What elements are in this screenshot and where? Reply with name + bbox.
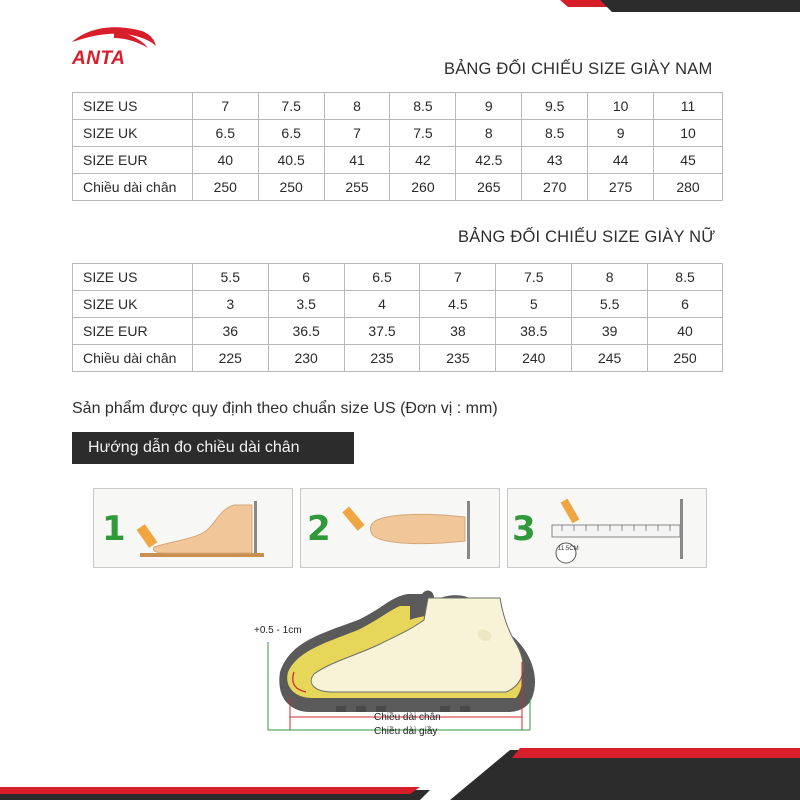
table-cell: 255 <box>324 174 390 201</box>
tolerance-label: +0.5 - 1cm <box>254 625 302 636</box>
table-cell: 7.5 <box>390 120 456 147</box>
table-cell: 10 <box>654 120 723 147</box>
table-cell: 235 <box>344 345 420 372</box>
table-cell: 6 <box>268 264 344 291</box>
table-cell: 39 <box>572 318 648 345</box>
table-cell: 3 <box>192 291 268 318</box>
step-3-panel <box>507 488 707 568</box>
table-cell: 275 <box>588 174 654 201</box>
table-cell: 11 <box>654 93 723 120</box>
table-cell: 250 <box>648 345 723 372</box>
foot-top-pencil-icon <box>339 497 497 563</box>
table-cell: 5 <box>496 291 572 318</box>
table-row <box>73 120 723 147</box>
table-cell: 270 <box>522 174 588 201</box>
step-number: 2 <box>307 509 331 549</box>
ruler-value-label: 11.5CM <box>558 546 579 552</box>
table-cell: 36.5 <box>268 318 344 345</box>
table-cell: 7.5 <box>258 93 324 120</box>
table-cell: 250 <box>192 174 258 201</box>
foot-length-label: Chiều dài chân <box>374 712 441 723</box>
table-cell: 8.5 <box>648 264 723 291</box>
shoe-length-label: Chiều dài giầy <box>374 726 438 737</box>
table-cell: 7.5 <box>496 264 572 291</box>
table-cell: 3.5 <box>268 291 344 318</box>
row-label: SIZE US <box>73 93 193 120</box>
table-cell: 5.5 <box>192 264 268 291</box>
table-cell: 245 <box>572 345 648 372</box>
table-cell: 9.5 <box>522 93 588 120</box>
table-cell: 40 <box>192 147 258 174</box>
table-cell: 6.5 <box>258 120 324 147</box>
table-cell: 7 <box>420 264 496 291</box>
table-cell: 44 <box>588 147 654 174</box>
table-cell: 8 <box>324 93 390 120</box>
table-cell: 43 <box>522 147 588 174</box>
brand-logo-text: ANTA <box>72 48 126 69</box>
step-1-panel <box>93 488 293 568</box>
table-cell: 41 <box>324 147 390 174</box>
table-cell: 250 <box>258 174 324 201</box>
ruler-measure-icon <box>546 495 704 565</box>
table-cell: 42.5 <box>456 147 522 174</box>
table-cell: 7 <box>192 93 258 120</box>
table-cell: 240 <box>496 345 572 372</box>
table-row <box>73 174 723 201</box>
table-cell: 8.5 <box>390 93 456 120</box>
table-row <box>73 147 723 174</box>
foot-side-pencil-icon <box>134 497 289 563</box>
step-2-panel <box>300 488 500 568</box>
row-label: Chiều dài chân <box>73 174 193 201</box>
row-label: SIZE UK <box>73 291 193 318</box>
table-cell: 40.5 <box>258 147 324 174</box>
table-cell: 8 <box>572 264 648 291</box>
table-row <box>73 93 723 120</box>
table-cell: 36 <box>192 318 268 345</box>
table-cell: 8.5 <box>522 120 588 147</box>
row-label: Chiều dài chân <box>73 345 193 372</box>
men-size-table <box>72 92 723 201</box>
table-cell: 235 <box>420 345 496 372</box>
table-cell: 10 <box>588 93 654 120</box>
table-cell: 225 <box>192 345 268 372</box>
women-size-table <box>72 263 723 372</box>
table-cell: 7 <box>324 120 390 147</box>
table-cell: 40 <box>648 318 723 345</box>
size-standard-note: Sản phẩm được quy định theo chuẩn size US (Đơn vị : mm) <box>72 400 498 417</box>
table-cell: 265 <box>456 174 522 201</box>
table-cell: 230 <box>268 345 344 372</box>
table-cell: 4 <box>344 291 420 318</box>
table-cell: 37.5 <box>344 318 420 345</box>
step-number: 3 <box>512 509 536 549</box>
men-size-table-title: BẢNG ĐỐI CHIẾU SIZE GIÀY NAM <box>444 60 713 78</box>
table-row <box>73 264 723 291</box>
row-label: SIZE EUR <box>73 147 193 174</box>
table-row <box>73 291 723 318</box>
table-cell: 260 <box>390 174 456 201</box>
row-label: SIZE US <box>73 264 193 291</box>
table-cell: 9 <box>588 120 654 147</box>
table-cell: 9 <box>456 93 522 120</box>
row-label: SIZE UK <box>73 120 193 147</box>
table-cell: 280 <box>654 174 723 201</box>
table-row <box>73 345 723 372</box>
top-right-corner-decoration <box>560 0 800 14</box>
table-cell: 6.5 <box>192 120 258 147</box>
row-label: SIZE EUR <box>73 318 193 345</box>
table-cell: 38 <box>420 318 496 345</box>
table-row <box>73 318 723 345</box>
table-cell: 45 <box>654 147 723 174</box>
step-number: 1 <box>102 509 126 549</box>
table-cell: 6.5 <box>344 264 420 291</box>
table-cell: 8 <box>456 120 522 147</box>
table-cell: 42 <box>390 147 456 174</box>
table-cell: 38.5 <box>496 318 572 345</box>
measure-guide-header: Hướng dẫn đo chiều dài chân <box>72 432 354 464</box>
table-cell: 6 <box>648 291 723 318</box>
table-cell: 4.5 <box>420 291 496 318</box>
women-size-table-title: BẢNG ĐỐI CHIẾU SIZE GIÀY NỮ <box>458 228 716 246</box>
table-cell: 5.5 <box>572 291 648 318</box>
shoe-foot-diagram-icon <box>240 580 560 750</box>
